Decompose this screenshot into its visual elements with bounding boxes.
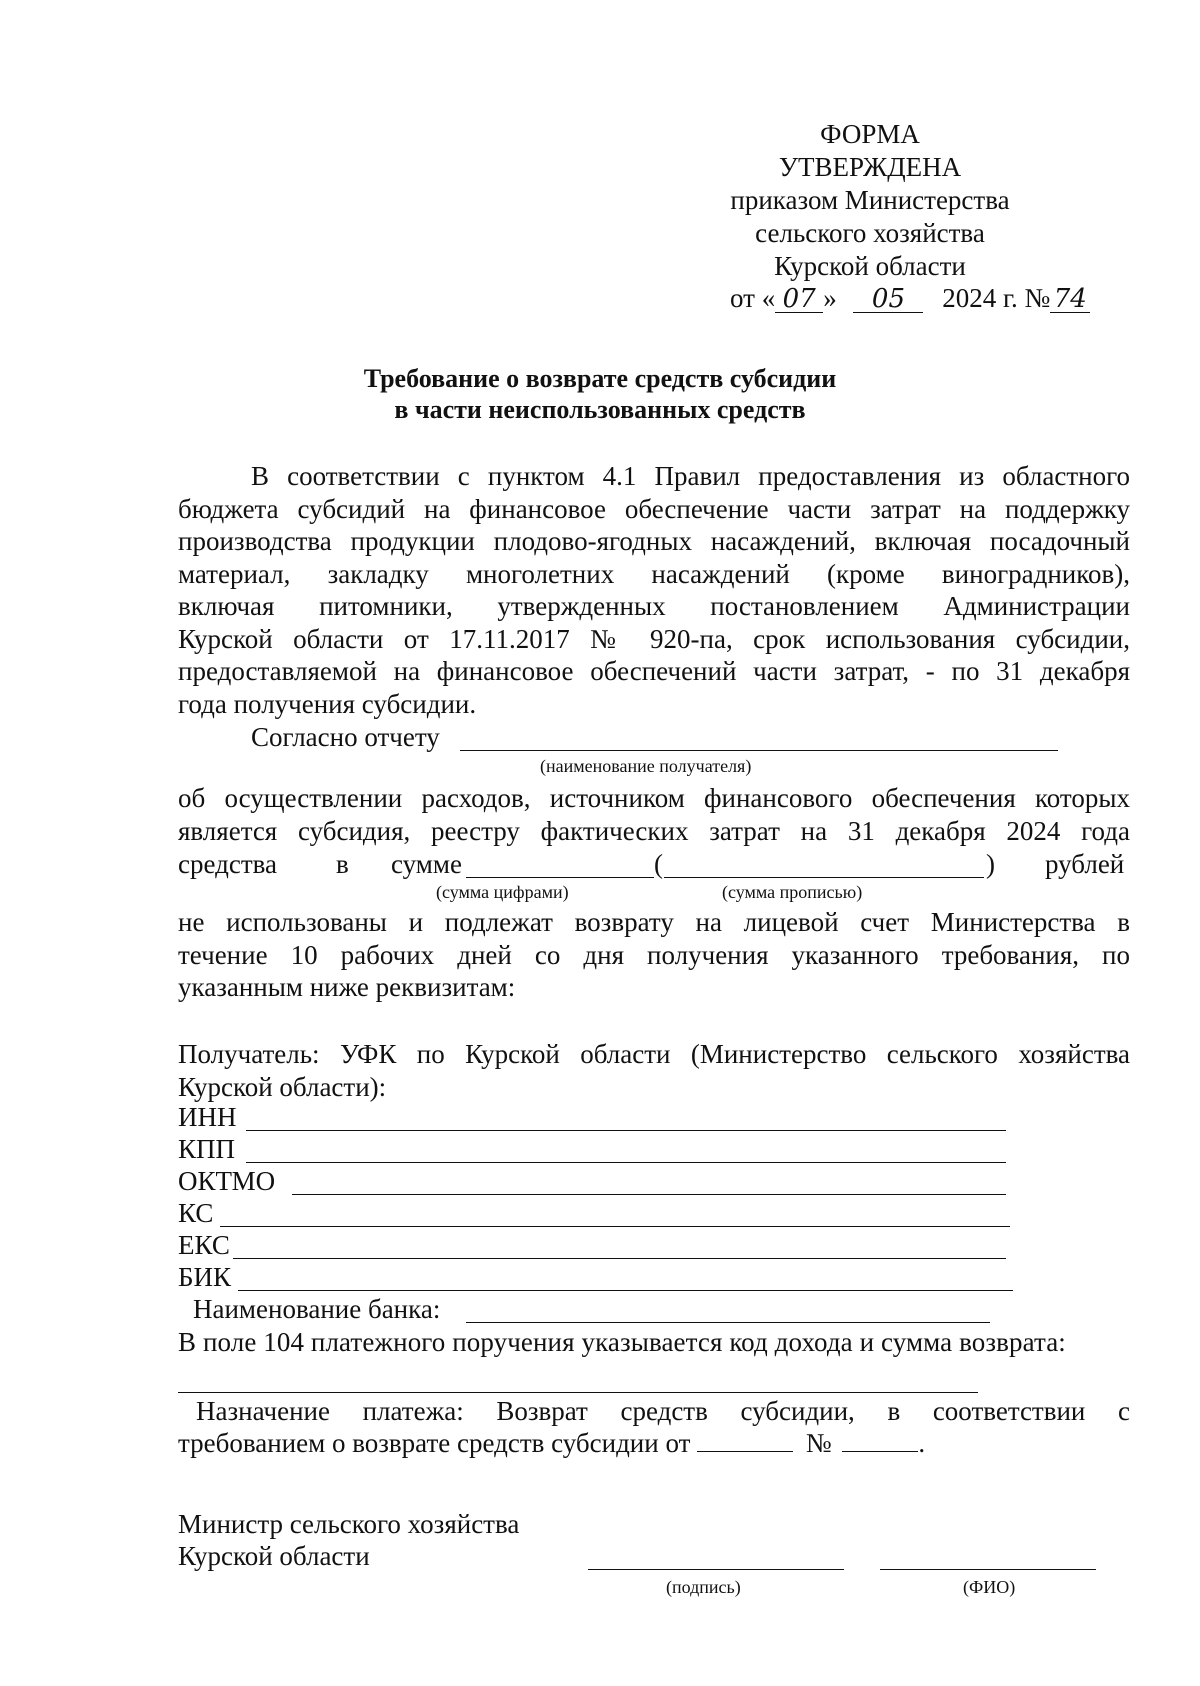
field-104-line: В поле 104 платежного поручения указывается код дохода и сумма возврата: bbox=[178, 1327, 1066, 1357]
paragraph-line: бюджета субсидий на финансовое обеспечение части затрат на поддержку bbox=[178, 493, 1130, 524]
paragraph-rules bbox=[178, 460, 1130, 720]
approval-form-label: ФОРМА bbox=[820, 119, 920, 149]
paragraph-line: года получения субсидии. bbox=[178, 688, 477, 719]
paragraph-line: материал, закладку многолетних насаждений (кроме виноградников), bbox=[178, 558, 1130, 589]
paragraph-line: В соответствии с пунктом 4.1 Правил предоставления из областного bbox=[251, 461, 1130, 491]
bank-name-blank bbox=[466, 1322, 990, 1323]
approval-approved-label: УТВЕРЖДЕНА bbox=[778, 152, 962, 182]
report-prefix: Согласно отчету bbox=[251, 722, 440, 752]
bank-name-label: Наименование банка: bbox=[193, 1294, 441, 1324]
document-title bbox=[300, 363, 900, 425]
purpose-number-sign: № bbox=[805, 1428, 832, 1458]
recipient-line: Курской области): bbox=[178, 1071, 387, 1102]
full-name-caption: (ФИО) bbox=[963, 1577, 1016, 1597]
purpose-line-2-text: требованием о возврате средств субсидии от bbox=[178, 1428, 691, 1458]
date-prefix: от « bbox=[730, 283, 776, 313]
payment-purpose bbox=[178, 1395, 1130, 1428]
field-bik-label: БИК bbox=[178, 1262, 232, 1292]
field-kpp-label: КПП bbox=[178, 1134, 236, 1164]
recipient-block bbox=[178, 1038, 1130, 1103]
paragraph-line: указанным ниже реквизитам: bbox=[178, 972, 516, 1002]
sum-words-caption: (сумма прописью) bbox=[722, 882, 863, 902]
purpose-period: . bbox=[918, 1428, 926, 1458]
paren-open: ( bbox=[654, 849, 663, 879]
recipient-name-blank bbox=[460, 750, 1058, 751]
field-ks-label: КС bbox=[178, 1198, 214, 1228]
date-month: 05 bbox=[853, 286, 923, 313]
field-bik-blank bbox=[238, 1290, 1013, 1291]
word-rubley: рублей bbox=[1045, 849, 1125, 879]
recipient-name-caption: (наименование получателя) bbox=[540, 756, 752, 776]
paragraph-line: является субсидия, реестру фактических затрат на 31 декабря 2024 года bbox=[178, 815, 1130, 846]
paragraph-line: предоставляемой на финансовое обеспечений части затрат, - по 31 декабря bbox=[178, 656, 1130, 686]
approval-region-line: Курской области bbox=[774, 251, 966, 281]
sum-words-blank bbox=[664, 877, 984, 878]
word-sredstva: средства bbox=[178, 849, 278, 879]
purpose-line: Назначение платежа: Возврат средств субсидии, в соответствии с bbox=[196, 1396, 1130, 1426]
paragraph-line: течение 10 рабочих дней со дня получения указанного требования, по bbox=[178, 939, 1130, 970]
field-inn-label: ИНН bbox=[178, 1102, 237, 1132]
word-summe: сумме bbox=[391, 849, 462, 879]
paragraph-return bbox=[178, 906, 1130, 1004]
field-eks-label: ЕКС bbox=[178, 1230, 230, 1260]
signature-caption: (подпись) bbox=[666, 1577, 741, 1597]
paren-close: ) bbox=[986, 849, 995, 879]
paragraph-line: Курской области от 17.11.2017 № 920-па, срок использования субсидии, bbox=[178, 623, 1130, 654]
purpose-line-2 bbox=[178, 1428, 925, 1459]
date-year: 2024 г. № bbox=[942, 283, 1051, 313]
recipient-line: Получатель: УФК по Курской области (Министерство сельского хозяйства bbox=[178, 1039, 1130, 1069]
approval-order-line: приказом Министерства bbox=[730, 185, 1010, 215]
signature-title-2: Курской области bbox=[178, 1541, 370, 1571]
field-ks-blank bbox=[220, 1226, 1010, 1227]
paragraph-report bbox=[178, 782, 1130, 847]
title-line-1: Требование о возврате средств субсидии bbox=[363, 364, 837, 393]
word-v: в bbox=[336, 849, 349, 879]
title-line-2: в части неиспользованных средств bbox=[394, 395, 806, 424]
field-kpp-blank bbox=[246, 1162, 1006, 1163]
purpose-number-blank bbox=[842, 1429, 918, 1452]
approval-date-line bbox=[730, 283, 1090, 314]
approval-ministry-line: сельского хозяйства bbox=[755, 218, 985, 248]
sum-digits-caption: (сумма цифрами) bbox=[436, 882, 569, 902]
date-mid: » bbox=[823, 283, 837, 313]
field-oktmo-blank bbox=[292, 1194, 1006, 1195]
date-day: 07 bbox=[775, 286, 823, 313]
approval-block bbox=[700, 118, 1080, 283]
paragraph-line: включая питомники, утвержденных постановлением Администрации bbox=[178, 591, 1130, 621]
field-104-blank bbox=[178, 1392, 978, 1393]
signature-title-1: Министр сельского хозяйства bbox=[178, 1509, 520, 1539]
purpose-date-blank bbox=[697, 1429, 793, 1452]
paragraph-line: производства продукции плодово-ягодных насаждений, включая посадочный bbox=[178, 526, 1130, 556]
field-eks-blank bbox=[233, 1258, 1006, 1259]
full-name-blank bbox=[880, 1569, 1096, 1570]
order-number: 74 bbox=[1050, 286, 1090, 313]
field-oktmo-label: ОКТМО bbox=[178, 1166, 276, 1196]
signature-blank bbox=[588, 1569, 844, 1570]
sum-digits-blank bbox=[466, 877, 654, 878]
field-inn-blank bbox=[246, 1130, 1006, 1131]
paragraph-line: не использованы и подлежат возврату на лицевой счет Министерства в bbox=[178, 907, 1130, 937]
paragraph-line: об осуществлении расходов, источником финансового обеспечения которых bbox=[178, 783, 1130, 813]
